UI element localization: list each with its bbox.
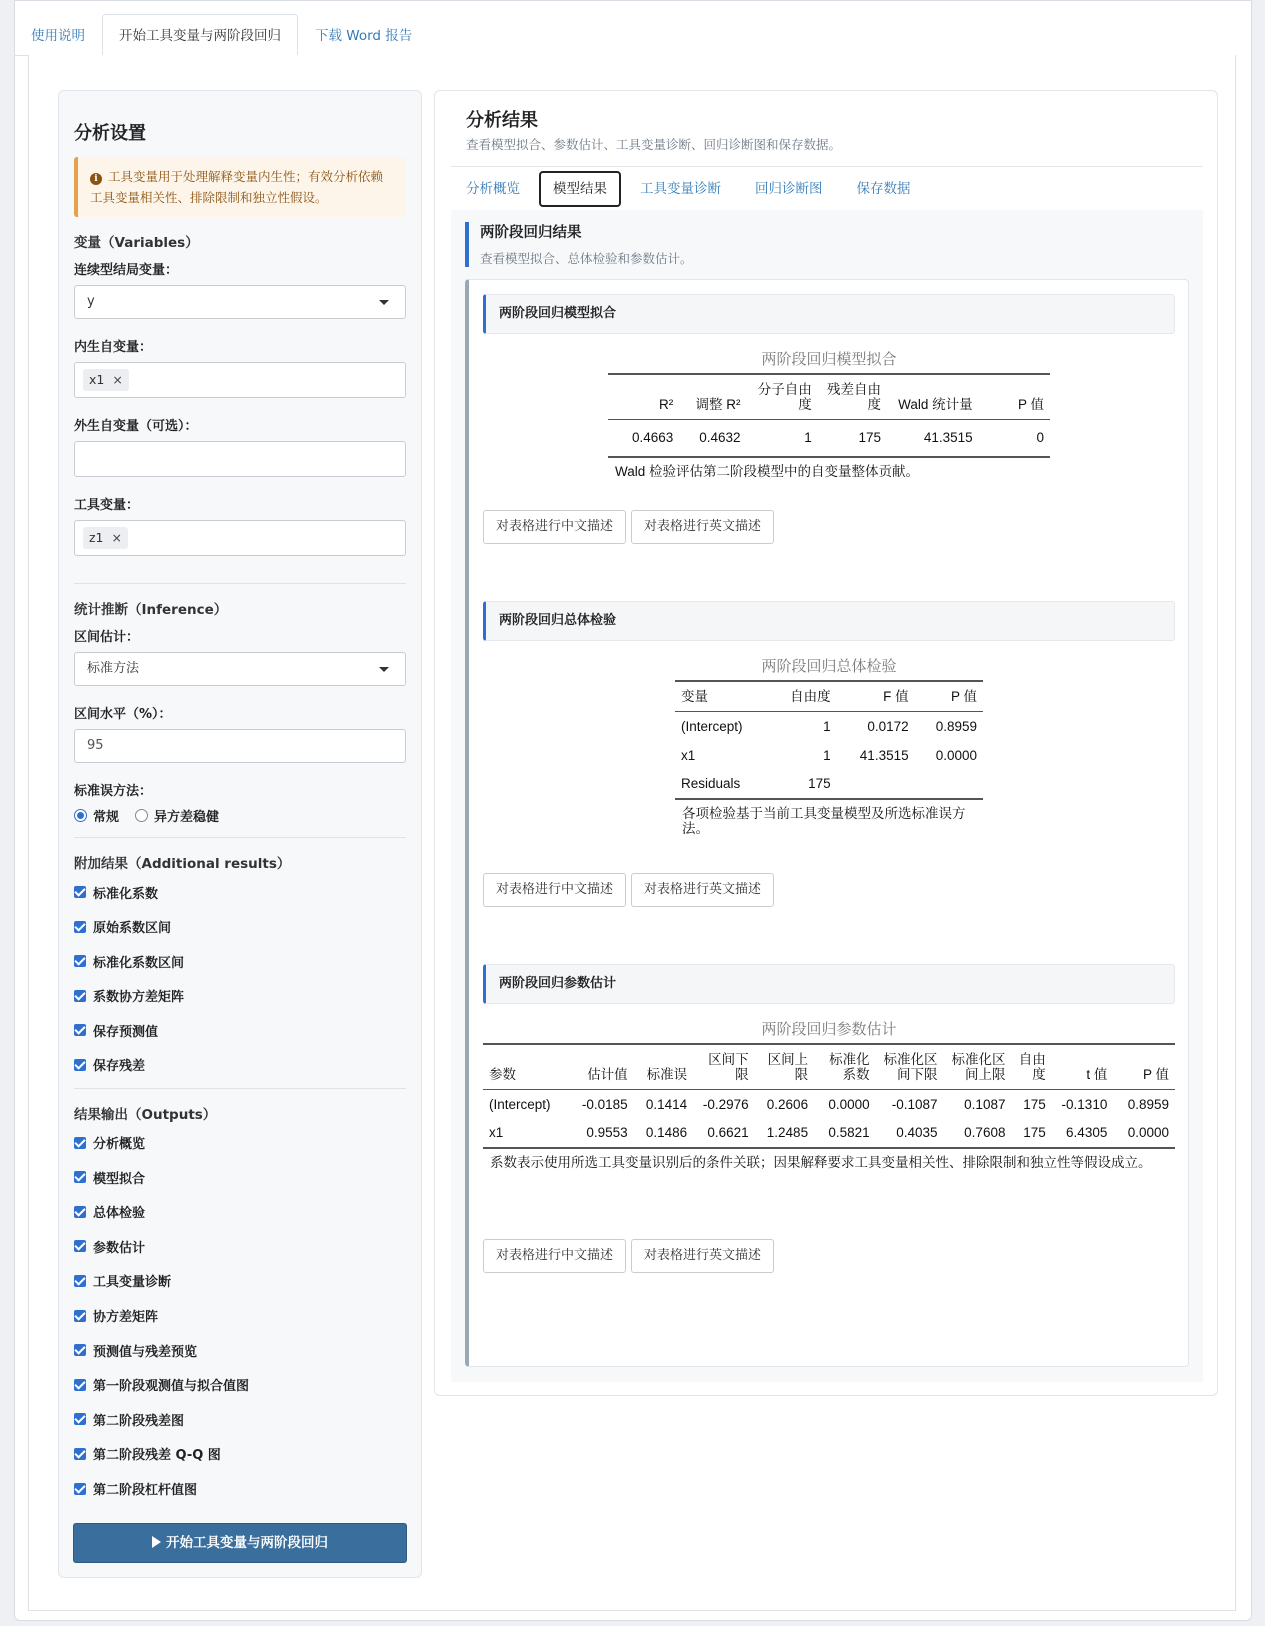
run-button-label: 开始工具变量与两阶段回归	[166, 1535, 328, 1551]
table-cell: 0.0172	[867, 718, 909, 734]
column-header: 残差自由度	[818, 374, 887, 420]
chip-label: z1	[89, 530, 104, 545]
describe-cn-button[interactable]: 对表格进行中文描述	[483, 873, 626, 907]
checkbox[interactable]	[74, 1310, 86, 1322]
additional-checkbox-row[interactable]	[74, 984, 406, 1008]
table-row	[675, 741, 983, 770]
params-table-wrap	[483, 1018, 1175, 1170]
output-checkbox-label: 第二阶段残差 Q-Q 图	[93, 1448, 221, 1464]
column-header: P 值	[1113, 1044, 1175, 1090]
table-cell: -0.1310	[1061, 1096, 1108, 1112]
output-checkbox-row[interactable]	[74, 1338, 406, 1362]
output-checkbox-label: 参数估计	[93, 1240, 146, 1256]
tab-overview[interactable]: 分析概览	[466, 180, 520, 197]
column-header: P 值	[915, 681, 983, 712]
output-checkbox-row[interactable]	[74, 1407, 406, 1431]
output-checkbox-label: 工具变量诊断	[93, 1275, 172, 1291]
column-header: 标准化区间上限	[944, 1044, 1012, 1090]
table-cell: 0.4663	[608, 420, 679, 457]
describe-en-button[interactable]: 对表格进行英文描述	[631, 873, 774, 907]
additional-checkbox-label: 原始系数区间	[93, 921, 172, 937]
table-cell: -0.2976	[702, 1096, 749, 1112]
table-cell: 175	[769, 770, 836, 799]
table-cell: 0.0000	[828, 1096, 870, 1112]
table-row	[608, 420, 1050, 457]
checkbox[interactable]	[74, 1137, 86, 1149]
top-tab-bar	[14, 14, 1222, 56]
table-cell: 1	[823, 718, 831, 734]
table-cell: 0.2606	[766, 1096, 809, 1112]
table-cell	[837, 770, 915, 799]
column-header: P 值	[979, 374, 1050, 420]
endog-multiselect[interactable]	[74, 362, 406, 398]
se-conventional-radio[interactable]	[74, 809, 87, 822]
table-row	[675, 770, 983, 799]
fit-table	[608, 373, 1050, 458]
checkbox[interactable]	[74, 1448, 86, 1460]
additional-checkbox-row[interactable]	[74, 949, 406, 973]
additional-checkbox-row[interactable]	[74, 1018, 406, 1042]
table-row	[675, 712, 983, 741]
checkbox[interactable]	[74, 1240, 86, 1252]
fit-describe-buttons	[483, 510, 774, 544]
table-cell: (Intercept)	[681, 718, 743, 734]
table-cell: 0.5821	[814, 1119, 876, 1148]
results-tab-bar	[451, 166, 1203, 210]
overall-block-header: 两阶段回归总体检验	[483, 601, 1175, 641]
checkbox[interactable]	[74, 1024, 86, 1036]
table-cell: 0.8959	[1127, 1096, 1169, 1112]
fit-block	[483, 294, 1175, 544]
column-header: 区间下限	[693, 1044, 755, 1090]
interval-label: 区间估计：	[74, 630, 140, 645]
se-robust-label: 异方差稳健	[154, 810, 220, 825]
table-cell: 0.7608	[944, 1119, 1012, 1148]
tab-save-data[interactable]: 保存数据	[856, 180, 911, 197]
table-cell: 175	[1011, 1119, 1051, 1148]
output-checkbox-label: 协方差矩阵	[93, 1310, 159, 1326]
chip-label: x1	[89, 372, 105, 387]
endog-chip	[83, 369, 129, 391]
output-checkbox-row[interactable]	[74, 1442, 406, 1466]
describe-en-button[interactable]: 对表格进行英文描述	[631, 1239, 774, 1273]
additional-checkbox-label: 标准化系数	[93, 886, 159, 902]
column-header: Wald 统计量	[887, 374, 979, 420]
column-header: F 值	[837, 681, 915, 712]
table-row	[483, 1119, 1175, 1148]
additional-checkbox-label: 标准化系数区间	[93, 955, 185, 971]
results-body	[451, 210, 1203, 1382]
results-card	[465, 279, 1189, 1367]
describe-en-button[interactable]: 对表格进行英文描述	[631, 510, 774, 544]
interval-select[interactable]	[74, 652, 406, 686]
tab-iv-diagnostics[interactable]: 工具变量诊断	[640, 180, 721, 197]
interval-value: 标准方法	[87, 661, 140, 676]
column-header: 标准化系数	[814, 1044, 876, 1090]
additional-checkbox-row[interactable]	[74, 1053, 406, 1077]
remove-icon[interactable]: ×	[112, 372, 123, 387]
output-checkbox-label: 总体检验	[93, 1206, 146, 1222]
tab-model-results[interactable]: 模型结果	[539, 171, 621, 207]
describe-cn-button[interactable]: 对表格进行中文描述	[483, 510, 626, 544]
checkbox[interactable]	[74, 955, 86, 967]
table-cell: 41.3515	[887, 420, 979, 457]
table-cell: 0.6621	[693, 1119, 755, 1148]
overall-block	[483, 601, 1175, 911]
table-cell: 0.4632	[679, 420, 746, 457]
params-table-caption: 两阶段回归参数估计	[761, 1020, 897, 1038]
params-table-note: 系数表示使用所选工具变量识别后的条件关联；因果解释要求工具变量相关性、排除限制和独立性等假设成立。	[490, 1154, 1152, 1170]
table-cell: 0	[979, 420, 1050, 457]
results-panel	[434, 90, 1218, 1396]
inference-section-title: 统计推断（Inference）	[74, 602, 228, 618]
tab-run-analysis[interactable]: 开始工具变量与两阶段回归	[102, 14, 298, 56]
checkbox[interactable]	[74, 886, 86, 898]
table-cell: 0.0000	[935, 747, 977, 763]
chevron-down-icon	[379, 300, 389, 305]
output-checkbox-label: 模型拟合	[93, 1171, 146, 1187]
fit-table-wrap	[608, 348, 1050, 479]
table-cell: -0.0185	[581, 1096, 628, 1112]
results-title: 分析结果	[466, 110, 538, 131]
outcome-label: 连续型结局变量：	[74, 263, 179, 278]
overall-table	[675, 680, 983, 800]
tab-diagnostic-plots[interactable]: 回归诊断图	[755, 180, 823, 197]
table-cell: 0.0000	[1113, 1119, 1175, 1148]
params-table	[483, 1043, 1175, 1149]
divider	[74, 583, 406, 584]
column-header: 自由度	[1011, 1044, 1051, 1090]
table-row	[483, 1090, 1175, 1119]
instrument-multiselect[interactable]	[74, 520, 406, 556]
params-block-header: 两阶段回归参数估计	[483, 964, 1175, 1004]
endog-label: 内生自变量：	[74, 340, 153, 355]
se-conventional-label: 常规	[93, 810, 120, 825]
table-cell: x1	[483, 1119, 572, 1148]
checkbox[interactable]	[74, 1344, 86, 1356]
table-cell: 1.2485	[755, 1119, 814, 1148]
additional-checkbox-row[interactable]	[74, 880, 406, 904]
table-cell	[915, 770, 983, 799]
output-checkbox-row[interactable]	[74, 1373, 406, 1397]
level-input[interactable]: 95	[74, 729, 406, 763]
output-checkbox-label: 第二阶段残差图	[93, 1413, 185, 1429]
checkbox[interactable]	[74, 1059, 86, 1071]
describe-cn-button[interactable]: 对表格进行中文描述	[483, 1239, 626, 1273]
additional-list	[74, 880, 406, 1077]
section-subtitle: 查看模型拟合、总体检验和参数估计。	[480, 251, 693, 266]
table-cell: 175	[818, 420, 887, 457]
outcome-select[interactable]	[74, 285, 406, 319]
additional-checkbox-label: 保存预测值	[93, 1024, 159, 1040]
output-checkbox-row[interactable]	[74, 1477, 406, 1501]
run-analysis-button[interactable]	[73, 1523, 407, 1563]
overall-table-note: 各项检验基于当前工具变量模型及所选标准误方法。	[682, 805, 966, 836]
exog-label: 外生自变量（可选）：	[74, 419, 198, 434]
checkbox[interactable]	[74, 1275, 86, 1287]
column-header: 区间上限	[755, 1044, 814, 1090]
level-label: 区间水平（%）：	[74, 707, 172, 722]
additional-checkbox-label: 保存残差	[93, 1059, 146, 1075]
settings-sidebar	[58, 90, 422, 1578]
tab-instructions[interactable]: 使用说明	[31, 28, 85, 44]
table-cell: 1	[746, 420, 817, 457]
table-cell: 0.9553	[572, 1119, 634, 1148]
checkbox[interactable]	[74, 1379, 86, 1391]
table-cell: 0.4035	[876, 1119, 944, 1148]
column-header: 标准误	[634, 1044, 693, 1090]
table-cell: 0.1486	[634, 1119, 693, 1148]
overall-table-wrap	[675, 655, 983, 836]
table-cell: 175	[1023, 1096, 1046, 1112]
remove-icon[interactable]: ×	[111, 530, 122, 545]
exog-multiselect[interactable]	[74, 441, 406, 477]
additional-checkbox-row[interactable]	[74, 915, 406, 939]
checkbox[interactable]	[74, 1483, 86, 1495]
info-icon: i	[90, 173, 102, 185]
checkbox[interactable]	[74, 1206, 86, 1218]
chevron-down-icon	[379, 667, 389, 672]
table-cell: 0.1414	[645, 1096, 688, 1112]
output-checkbox-label: 第一阶段观测值与拟合值图	[93, 1379, 250, 1395]
output-checkbox-row[interactable]	[74, 1131, 406, 1155]
table-cell: 0.8959	[935, 718, 977, 734]
checkbox[interactable]	[74, 921, 86, 933]
instrument-chip	[83, 527, 128, 549]
se-radio-group	[74, 806, 406, 825]
outcome-value: y	[87, 294, 95, 309]
section-header	[465, 222, 693, 267]
se-label: 标准误方法：	[74, 784, 153, 799]
sidebar-title: 分析设置	[74, 123, 146, 144]
params-block	[483, 964, 1175, 1294]
table-cell: 6.4305	[1052, 1119, 1114, 1148]
se-robust-radio[interactable]	[135, 809, 148, 822]
output-checkbox-label: 第二阶段杠杆值图	[93, 1483, 198, 1498]
column-header: 参数	[483, 1044, 572, 1090]
overall-table-caption: 两阶段回归总体检验	[761, 657, 897, 675]
params-describe-buttons	[483, 1239, 774, 1273]
table-cell: 1	[823, 747, 831, 763]
fit-table-caption: 两阶段回归模型拟合	[761, 350, 897, 368]
table-cell: (Intercept)	[489, 1096, 551, 1112]
outputs-section-title: 结果输出（Outputs）	[74, 1106, 217, 1123]
checkbox[interactable]	[74, 990, 86, 1002]
notice-text: 工具变量用于处理解释变量内生性；有效分析依赖工具变量相关性、排除限制和独立性假设。	[90, 169, 383, 205]
output-checkbox-row[interactable]	[74, 1234, 406, 1258]
variables-section-title: 变量（Variables）	[74, 235, 199, 251]
tab-download-report[interactable]: 下载 Word 报告	[315, 28, 413, 44]
column-header: 估计值	[572, 1044, 634, 1090]
fit-table-note: Wald 检验评估第二阶段模型中的自变量整体贡献。	[615, 463, 920, 479]
output-list	[74, 1131, 406, 1501]
column-header: 调整 R²	[679, 374, 746, 420]
column-header: R²	[608, 374, 679, 420]
fit-block-header: 两阶段回归模型拟合	[483, 294, 1175, 334]
checkbox[interactable]	[74, 1171, 86, 1183]
output-checkbox-label: 分析概览	[93, 1137, 146, 1153]
additional-checkbox-label: 系数协方差矩阵	[93, 990, 185, 1006]
results-subtitle: 查看模型拟合、参数估计、工具变量诊断、回归诊断图和保存数据。	[466, 137, 842, 152]
table-cell: 0.1087	[964, 1096, 1006, 1112]
table-cell: Residuals	[675, 770, 769, 799]
checkbox[interactable]	[74, 1413, 86, 1425]
table-cell: 41.3515	[859, 747, 909, 763]
output-checkbox-row[interactable]	[74, 1269, 406, 1293]
column-header: 标准化区间下限	[876, 1044, 944, 1090]
column-header: 分子自由度	[746, 374, 817, 420]
output-checkbox-label: 预测值与残差预览	[93, 1344, 198, 1360]
section-title: 两阶段回归结果	[480, 225, 582, 241]
column-header: t 值	[1052, 1044, 1114, 1090]
additional-section-title: 附加结果（Additional results）	[74, 856, 291, 872]
overall-describe-buttons	[483, 873, 774, 907]
divider	[74, 837, 406, 838]
divider	[74, 1088, 406, 1089]
instrument-label: 工具变量：	[74, 498, 140, 513]
column-header: 自由度	[769, 681, 836, 712]
iv-notice	[74, 157, 406, 217]
output-checkbox-row[interactable]	[74, 1165, 406, 1189]
table-cell: x1	[681, 747, 696, 763]
output-checkbox-row[interactable]	[74, 1304, 406, 1328]
table-cell: -0.1087	[891, 1096, 938, 1112]
column-header: 变量	[675, 681, 769, 712]
play-icon	[152, 1536, 161, 1548]
output-checkbox-row[interactable]	[74, 1200, 406, 1224]
